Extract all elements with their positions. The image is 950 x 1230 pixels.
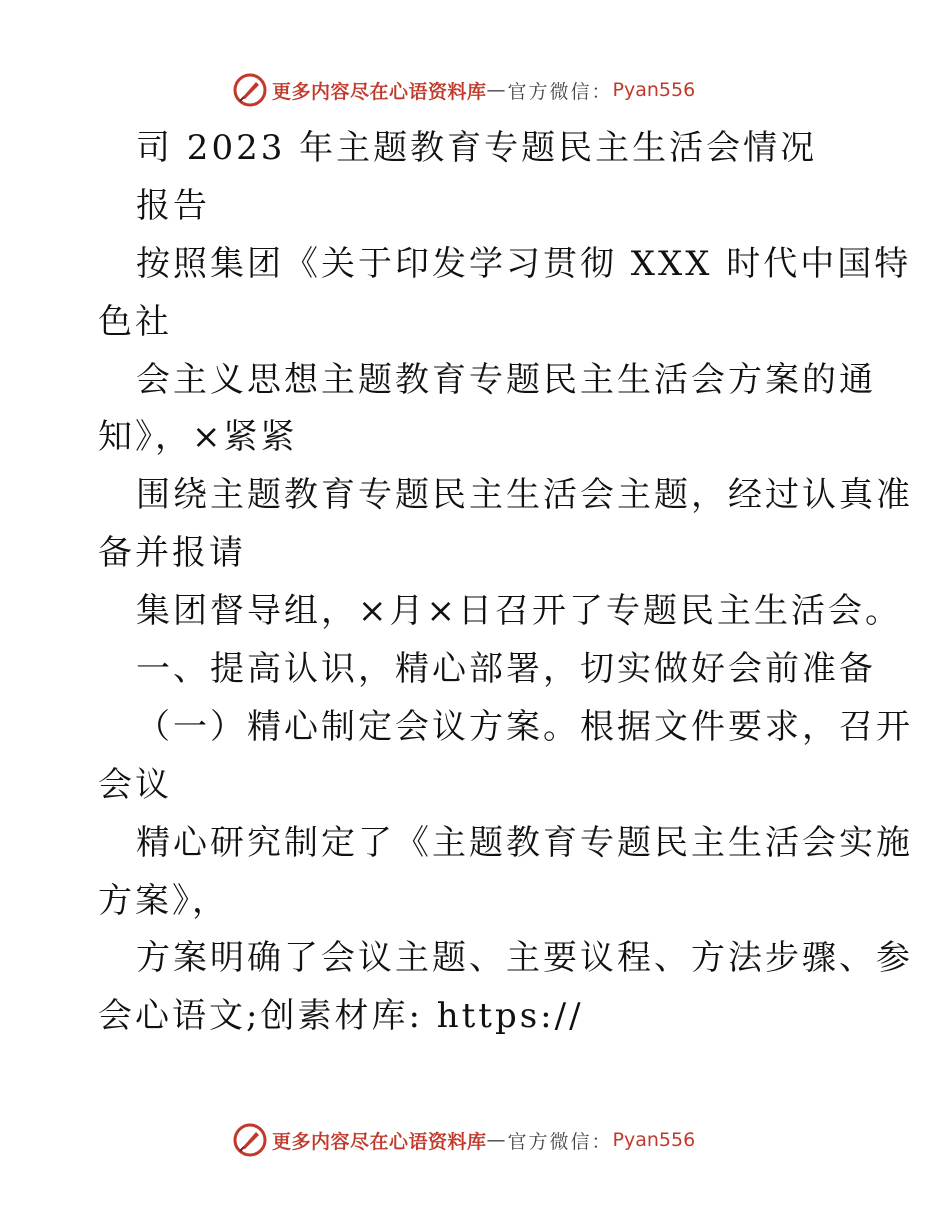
text-line: 一、提高认识，精心部署，切实做好会前准备 [136,649,876,690]
text-line: 报告 [136,185,210,226]
header-watermark-banner [232,70,695,110]
text-line: 备并报请 [98,533,246,574]
text-line: 方案》， [98,880,229,921]
quill-logo-icon [232,1122,268,1158]
text-line: 精心研究制定了《主题教育专题民主生活会实施 [136,822,913,863]
banner-wechat-id: Pyan556 [612,79,696,101]
text-line: 会心语文;创素材库: https:// [98,996,584,1037]
text-line: 色社 [98,301,172,342]
banner-wechat-id: Pyan556 [612,1129,696,1151]
quill-logo-icon [232,72,268,108]
text-line: （一）精心制定会议方案。根据文件要求，召开 [136,706,913,747]
text-line: 会议 [98,764,172,805]
banner-sub-text: 官方微信： [507,80,613,103]
text-line: 集团督导组，×月×日召开了专题民主生活会。 [136,591,902,632]
banner-main-text: 更多内容尽在心语资料库 [272,1130,487,1153]
text-line: 会主义思想主题教育专题民主生活会方案的通 [136,359,876,400]
document-body [98,120,913,1046]
text-line: 知》，×紧紧 [98,417,298,458]
footer-watermark-banner [232,1120,695,1160]
text-line: 围绕主题教育专题民主生活会主题，经过认真准 [136,475,913,516]
banner-dash: — [486,79,508,101]
banner-dash: — [486,1129,508,1151]
text-line: 司 2023 年主题教育专题民主生活会情况 [136,128,818,168]
banner-main-text: 更多内容尽在心语资料库 [272,80,487,103]
text-line: 按照集团《关于印发学习贯彻 XXX 时代中国特 [136,243,912,284]
banner-sub-text: 官方微信： [507,1130,613,1153]
text-line: 方案明确了会议主题、主要议程、方法步骤、参 [136,938,913,979]
